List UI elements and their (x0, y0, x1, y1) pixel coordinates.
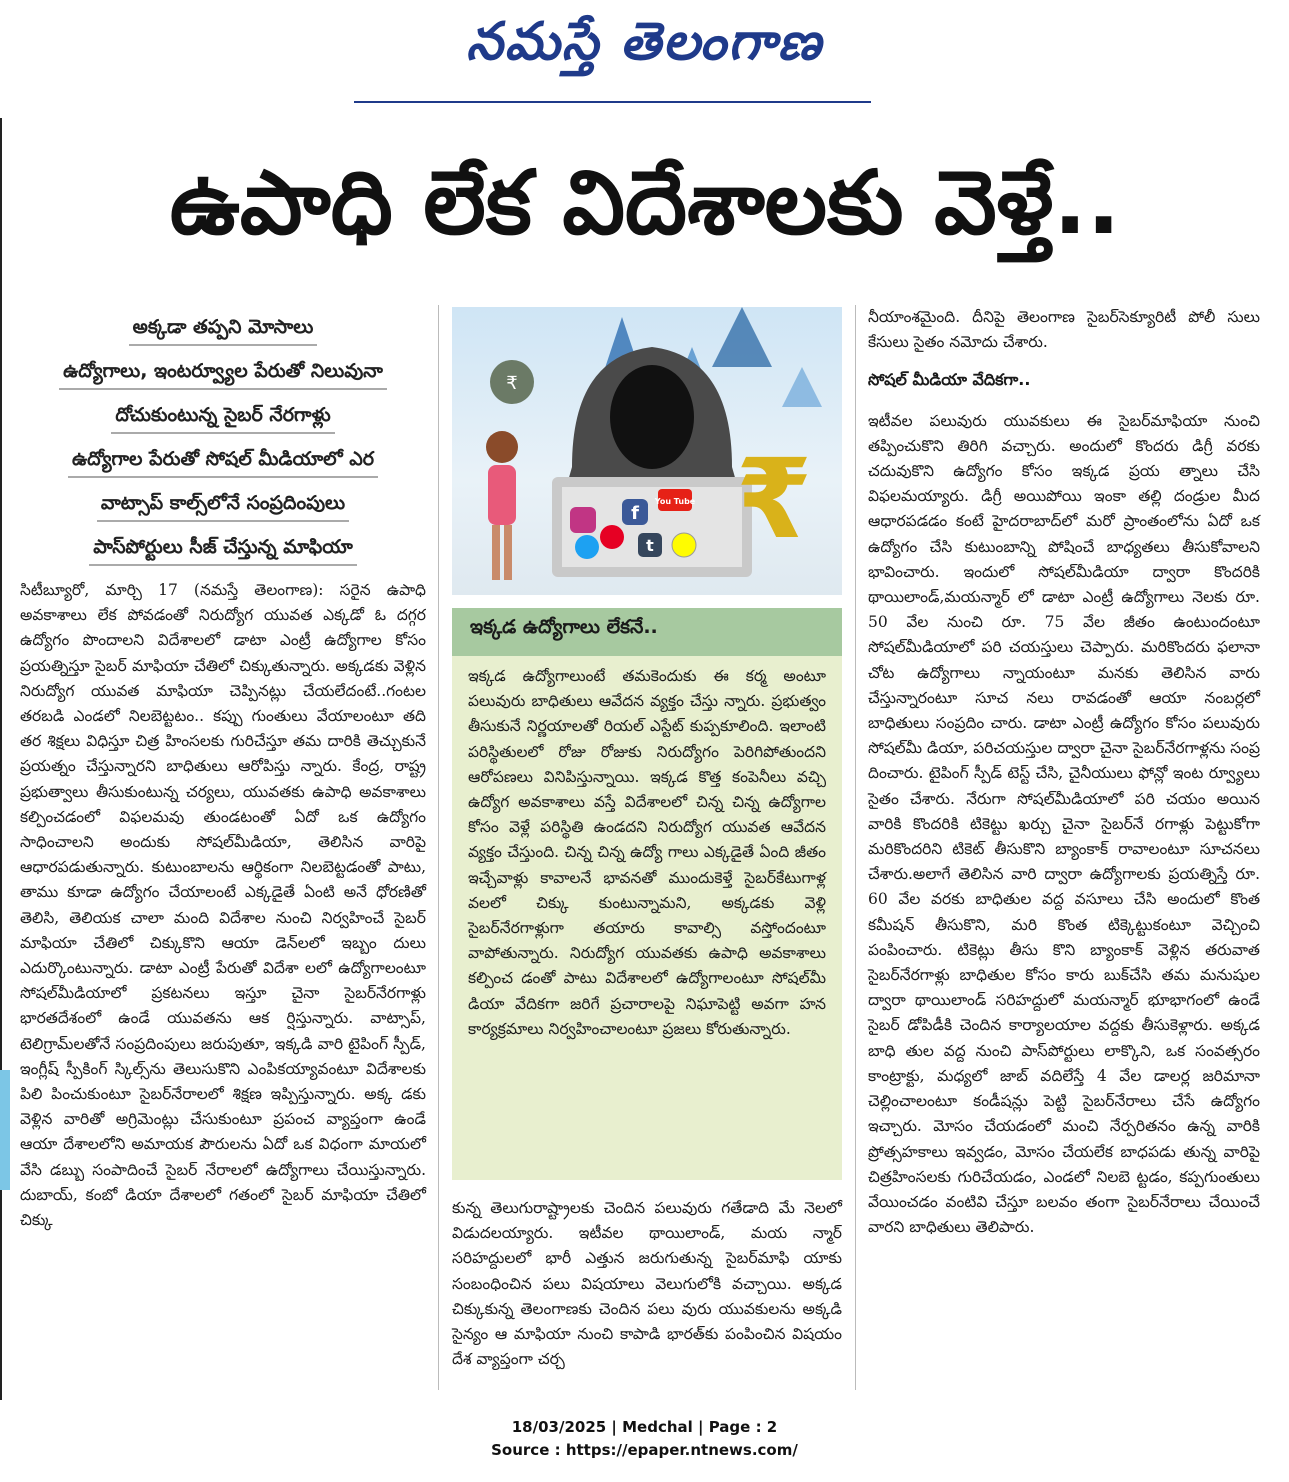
article-column-3 (868, 305, 1260, 1240)
newspaper-logo: నమస్తే తెలంగాణ (466, 12, 823, 72)
masthead-rule (354, 101, 871, 103)
footer-dateline: 18/03/2025 | Medchal | Page : 2 (511, 1418, 778, 1436)
svg-text:f: f (631, 503, 639, 524)
article-illustration (452, 307, 842, 595)
adjacent-ad-fragment (0, 1070, 10, 1190)
sidebar-box-title: ఇక్కడ ఉద్యోగాలు లేకనే.. (470, 616, 658, 638)
sidebar-box (452, 608, 842, 1180)
page-footer (0, 1416, 1289, 1462)
column-divider (438, 305, 439, 1390)
rupee-symbol-icon: ₹ (735, 435, 813, 563)
deck-line: ఉద్యోగాల పేరుతో సోషల్ మీడియాలో ఎర (20, 437, 426, 481)
headline: ఉపాధి లేక విదేశాలకు వెళ్తే.. (169, 151, 1121, 254)
svg-text:₹: ₹ (506, 373, 518, 394)
deck-line: ఉద్యోగాలు, ఇంటర్వ్యూల పేరుతో నిలువునా (20, 349, 426, 393)
pinterest-icon (600, 525, 624, 549)
svg-text:You Tube: You Tube (654, 497, 696, 506)
sidebar-box-body: ఇక్కడ ఉద్యోగాలుంటే తమకెందుకు ఈ కర్మ అంటూ పలువురు బాధితులు ఆవేదన వ్యక్తం చేస్తు న్నారు. ప్రభుత్వం తీసుకునే నిర్ణయాలతో రియల్ ఎస్టేట్ కుప్పకూలింది. ఇలాంటి పరిస్థితులలో రోజు రోజుకు నిరుద్యోగం పెరిగిపోతుందని ఆరోపణలు వినిపిస్తున్నాయి. ఇక్కడ కొత్త కంపెనీలు వచ్చి ఉద్యోగ అవకాశాలు వస్తే విదేశాలలో చిన్న చిన్న ఉద్యోగాల కోసం వెళ్లే పరిస్థితి ఉండదని నిరుద్యోగ యువత ఆవేదన వ్యక్తం చేస్తుంది. చిన్న చిన్న ఉద్యో గాలు ఎక్కడైతే ఏంది జీతం ఇచ్చేవాళ్లు కావాలనే భావనతో ముందుకెళ్తే సైబర్‌కేటుగాళ్ల వలలో చిక్కు కుంటున్నామని, అక్కడకు వెళ్లి సైబర్‌నేరగాళ్లుగా తయారు కావాల్సి వస్తోందంటూ వాపోతున్నారు. నిరుద్యోగ యువతకు ఉపాధి అవకాశాలు కల్పించ డంతో పాటు విదేశాలలో ఉద్యోగాలంటూ సోషల్‌మీ డియా వేదికగా జరిగే ప్రచారాలపై నిఘాపెట్టి అవగా హన కార్యక్రమాలు నిర్వహించాలంటూ ప్రజలు కోరుతున్నారు. (468, 667, 826, 1038)
deck-line: పాస్‌పోర్టులు సీజ్ చేస్తున్న మాఫియా (20, 525, 426, 569)
article-body-2: కున్న తెలుగురాష్ట్రాలకు చెందిన పలువురు గతేడాది మే నెలలో విడుదలయ్యారు. ఇటీవల థాయిలాండ్, మయ న్మార్ సరిహద్దులలో భారీ ఎత్తున జరుగుతున్న సైబర్‌మాఫి యాకు సంబంధించిన పలు విషయాలు వెలుగులోకి వచ్చాయి. అక్కడ చిక్కుకున్న తెలంగాణకు చెందిన పలు వురు యువకులను అక్కడి సైన్యం ఆ మాఫియా నుంచి కాపాడి భారత్‌కు పంపించిన విషయం దేశ వ్యాప్తంగా చర్చ (452, 1199, 842, 1369)
footer-source: Source : https://epaper.ntnews.com/ (491, 1441, 798, 1459)
article-body-3-intro: నీయాంశమైంది. దీనిపై తెలంగాణ సైబర్‌సెక్యూరిటీ పోలీ సులు కేసులు సైతం నమోదు చేశారు. (868, 308, 1260, 352)
page-frame-left (0, 118, 2, 1400)
article-body-3: ఇటీవల పలువురు యువకులు ఈ సైబర్‌మాఫియా నుంచి తప్పించుకొని తిరిగి వచ్చారు. అందులో కొందరు డిగ్రీ వరకు చదువుకొని ఉద్యోగం కోసం ఇక్కడ ప్రయ త్నాలు చేసి విఫలమయ్యారు. డిగ్రీ అయిపోయి ఇంకా తల్లి దండ్రుల మీద ఆధారపడడం కంటే హైదరాబాద్‌లో మరో ప్రాంతంలోను ఏదో ఒక ఉద్యోగం చేసి కుటుంబాన్ని పోషించే బాధ్యతలు తీసుకోవాలని భావించారు. ఇందులో సోషల్‌మీడియా ద్వారా కొందరికి థాయిలాండ్,మయన్మార్ లో డాటా ఎంట్రీ ఉద్యోగాలు నెలకు రూ. 50 వేల నుంచి రూ. 75 వేల జీతం ఉంటుందంటూ సోషల్‌మీడియాలో పరి చయస్తులు చెప్పారు. మరికొందరు ఫలానా చోట ఉద్యోగాలు న్నాయంటూ మనకు తెలిసిన వారు చేస్తున్నారంటూ సూచ నలు రావడంతో ఆయా నంబర్లలో బాధితులు సంప్రదిం చారు. డాటా ఎంట్రీ ఉద్యోగం కోసం పలువురు సోషల్‌మీ డియా, పరిచయస్తుల ద్వారా చైనా సైబర్‌నేరగాళ్లను సంప్ర దించారు. టైపింగ్ స్పీడ్ టెస్ట్ చేసి, చైనీయులు ఫోన్లో ఇంట ర్వ్యూలు సైతం చేశారు. నేరుగా సోషల్‌మీడియాలో పరి చయం అయిన వారికి కొందరికి టికెట్టు ఖర్చు చైనా సైబర్‌నే రగాళ్లు పెట్టుకోగా మరికొందరిని టికెట్ తీసుకొని బ్యాంకాక్ రావాలంటూ సూచనలు చేశారు.అలాగే తెలిసిన వారి ద్వారా ఉద్యోగాలకు ప్రయత్నిస్తే రూ. 60 వేల వరకు బాధితుల వద్ద వసూలు చేసి అందులో కొంత కమీషన్ తీసుకొని, మరి కొంత టిక్కెట్టుకంటూ వెచ్చించి పంపించారు. టికెట్లు తీసు కొని బ్యాంకాక్ వెళ్లిన తరువాత సైబర్‌నేరగాళ్లు బాధితుల కోసం కారు బుక్‌చేసి తమ మనుషుల ద్వారా థాయిలాండ్ సరిహద్దులో మయన్మార్ భూభాగంలో ఉండే సైబర్ డోపిడీకి చెందిన కార్యాలయాల వద్దకు తీసుకెళ్లారు. అక్కడ బాధి తుల వద్ద నుంచి పాస్‌పోర్టులు లాక్కొని, ఒక సంవత్సరం కాంట్రాక్టు, మధ్యలో జాబ్ వదిలేస్తే 4 వేల డాలర్ల జరిమానా చెల్లించాలంటూ కండీషన్లు పెట్టి సైబర్‌నేరాలు చేసే ఉద్యోగం ఇచ్చారు. మోసం చేయడంలో మంచి నేర్పరితనం ఉన్న వారికి ప్రోత్సహకాలు ఇవ్వడం, మోసం చేయలేక బాధపడు తున్న వారిపై చిత్రహింసలకు గురిచేయడం, ఎండలో నిలబె ట్టడం, కప్పగుంతులు వేయించడం వంటివి చేస్తూ బలవం తంగా సైబర్‌నేరాలు చేయించే వారని బాధితులు తెలిపారు. (868, 411, 1260, 1237)
instagram-icon (570, 507, 596, 533)
twitter-icon (575, 535, 599, 559)
svg-text:t: t (646, 536, 654, 555)
snapchat-icon (672, 533, 696, 557)
article-column-1 (20, 578, 426, 1233)
section-subheading: సోషల్ మీడియా వేదికగా.. (868, 370, 1031, 390)
woman-figure (486, 431, 518, 463)
sidebar-box-header (452, 608, 842, 656)
deck-line: దోచుకుంటున్న సైబర్ నేరగాళ్లు (20, 393, 426, 437)
deck-line: వాట్సాప్ కాల్స్‌లోనే సంప్రదింపులు (20, 481, 426, 525)
article-body-1: సిటీబ్యూరో, మార్చి 17 (నమస్తే తెలంగాణ): సరైన ఉపాధి అవకాశాలు లేక పోవడంతో నిరుద్యోగ యువత ఎక్కడో ఓ దగ్గర ఉద్యోగం పొందాలని విదేశాలలో డాటా ఎంట్రీ ఉద్యోగాల కోసం ప్రయత్నిస్తూ సైబర్ మాఫియా చేతిలో చిక్కుతున్నారు. అక్కడకు వెళ్లిన నిరుద్యోగ యువత మాఫియా చెప్పినట్లు చేయలేదంటే..గంటల తరబడి ఎండలో నిలబెట్టటం.. కప్పు గుంతులు వేయాలంటూ తది తర శిక్షలు విధిస్తూ చిత్ర హింసలకు గురిచేస్తూ తమ దారికి తెచ్చుకునే ప్రయత్నం చేస్తున్నారని బాధితులు ఆరోపిస్తు న్నారు. కేంద్ర, రాష్ట్ర ప్రభుత్వాలు తీసుకుంటున్న చర్యలు, యువతకు ఉపాధి అవకాశాలు కల్పించడంలో విఫలమవు తుండటంతో ఏదో ఒక ఉద్యోగం సాధించాలని అందుకు సోషల్‌మీడియా, తెలిసిన వారిపై ఆధారపడుతున్నారు. కుటుంబాలను ఆర్థికంగా నిలబెట్టడంతో పాటు, తాము కూడా ఉద్యోగం చేయాలంటే ఎక్కడైతే ఏంటి అనే ధోరణితో తెలిసి, తెలియక చాలా మంది విదేశాల నుంచి నిర్వహించే సైబర్ మాఫియా చేతిలో చిక్కుకొని ఆయా డెన్‌లలో ఇబ్బం దులు ఎదుర్కొంటున్నారు. డాటా ఎంట్రీ పేరుతో విదేశా లలో ఉద్యోగాలంటూ సోషల్‌మీడియాలో ప్రకటనలు ఇస్తూ చైనా సైబర్‌నేరగాళ్లు భారతదేశంలో ఉండే యువతను ఆక ర్షిస్తున్నారు. వాట్సాప్, టెలిగ్రామ్‌లతోనే సంప్రదింపులు జరుపుతూ, ఇక్కడి వారి టైపింగ్ స్పీడ్, ఇంగ్లీష్ స్పీకింగ్ స్కిల్స్‌ను తెలుసుకొని ఎంపికయ్యావంటూ విదేశాలకు పిలి పించుకుంటూ సైబర్‌నేరాలలో శిక్షణ ఇప్పిస్తున్నారు. అక్క డకు వెళ్లిన వారితో అగ్రిమెంట్లు చేసుకుంటూ ప్రపంచ వ్యాప్తంగా ఉండే ఆయా దేశాలలోని అమాయక పౌరులను ఏదో ఒక విధంగా మాయలో వేసి డబ్బు సంపాదించే సైబర్ నేరాలలో ఉద్యోగాలు చేయిస్తున్నారు. దుబాయ్, కంబో డియా దేశాలలో గతంలో సైబర్ మాఫియా చేతిలో చిక్కు (20, 581, 426, 1230)
deck-line: అక్కడా తప్పని మోసాలు (20, 305, 426, 349)
masthead (0, 0, 1289, 100)
column-divider (855, 305, 856, 1390)
article-column-2 (452, 1196, 842, 1372)
deck-block (20, 305, 426, 569)
hacker-illustration (452, 307, 842, 595)
